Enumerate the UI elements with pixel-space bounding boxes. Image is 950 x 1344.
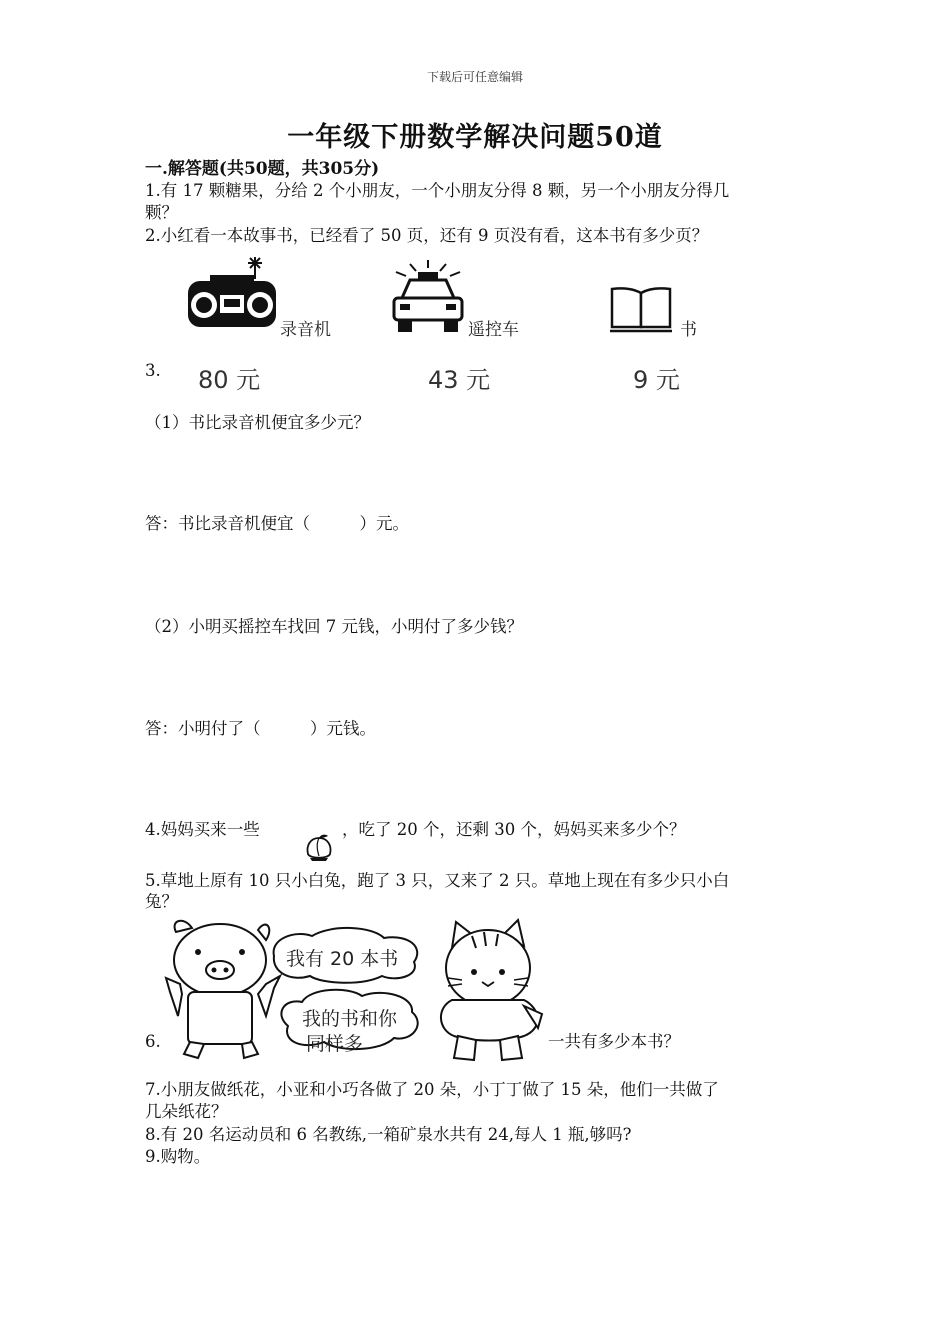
car-icon (388, 258, 468, 336)
question-6-text: 一共有多少本书？ (548, 1032, 680, 1051)
book-price: 9 元 (633, 366, 680, 394)
radio-label: 录音机 (280, 320, 331, 340)
question-2: 2.小红看一本故事书，已经看了 50 页，还有 9 页没有看，这本书有多少页？ (145, 226, 709, 245)
question-7-line-2: 几朵纸花？ (145, 1102, 228, 1121)
header-note: 下载后可任意编辑 (426, 70, 523, 84)
question-9: 9.购物。 (145, 1147, 211, 1166)
page-title: 一年级下册数学解决问题50道 (287, 122, 663, 153)
radio-icon (180, 255, 280, 335)
question-5-line-1: 5.草地上原有 10 只小白兔，跑了 3 只，又来了 2 只。草地上现在有多少只小白 (145, 871, 730, 890)
question-3-sub-2: （2）小明买摇控车找回 7 元钱，小明付了多少钱？ (145, 617, 523, 636)
book-icon (608, 285, 674, 333)
question-6-number: 6. (145, 1032, 161, 1051)
question-8: 8.有 20 名运动员和 6 名教练,一箱矿泉水共有 24,每人 1 瓶,够吗? (145, 1125, 632, 1144)
question-1-line-1: 1.有 17 颗糖果，分给 2 个小朋友，一个小朋友分得 8 颗，另一个小朋友分得几 (145, 181, 730, 200)
peach-icon (302, 832, 336, 862)
question-4-before: 4.妈妈买来一些 (145, 820, 260, 839)
question-3-number: 3. (145, 361, 161, 380)
section-heading: 一.解答题(共50题，共305分) (145, 159, 380, 179)
question-5-line-2: 兔？ (145, 892, 178, 911)
car-price: 43 元 (428, 366, 491, 394)
car-label: 遥控车 (468, 320, 519, 340)
question-3-answer-2: 答：小明付了（ ）元钱。 (145, 719, 376, 738)
book-label: 书 (680, 320, 697, 340)
question-7-line-1: 7.小朋友做纸花，小亚和小巧各做了 20 朵，小丁丁做了 15 朵，他们一共做了 (145, 1080, 719, 1099)
bubble-text-2-line-2: 同样多 (306, 1033, 364, 1055)
radio-price: 80 元 (198, 366, 261, 394)
question-3-sub-1: （1）书比录音机便宜多少元？ (145, 413, 370, 432)
question-3-answer-1: 答：书比录音机便宜（ ）元。 (145, 514, 409, 533)
question-1-line-2: 颗？ (145, 203, 178, 222)
bubble-text-1: 我有 20 本书 (286, 948, 399, 970)
bubble-text-2-line-1: 我的书和你 (302, 1008, 398, 1030)
question-4-after: ，吃了 20 个，还剩 30 个，妈妈买来多少个？ (342, 820, 686, 839)
